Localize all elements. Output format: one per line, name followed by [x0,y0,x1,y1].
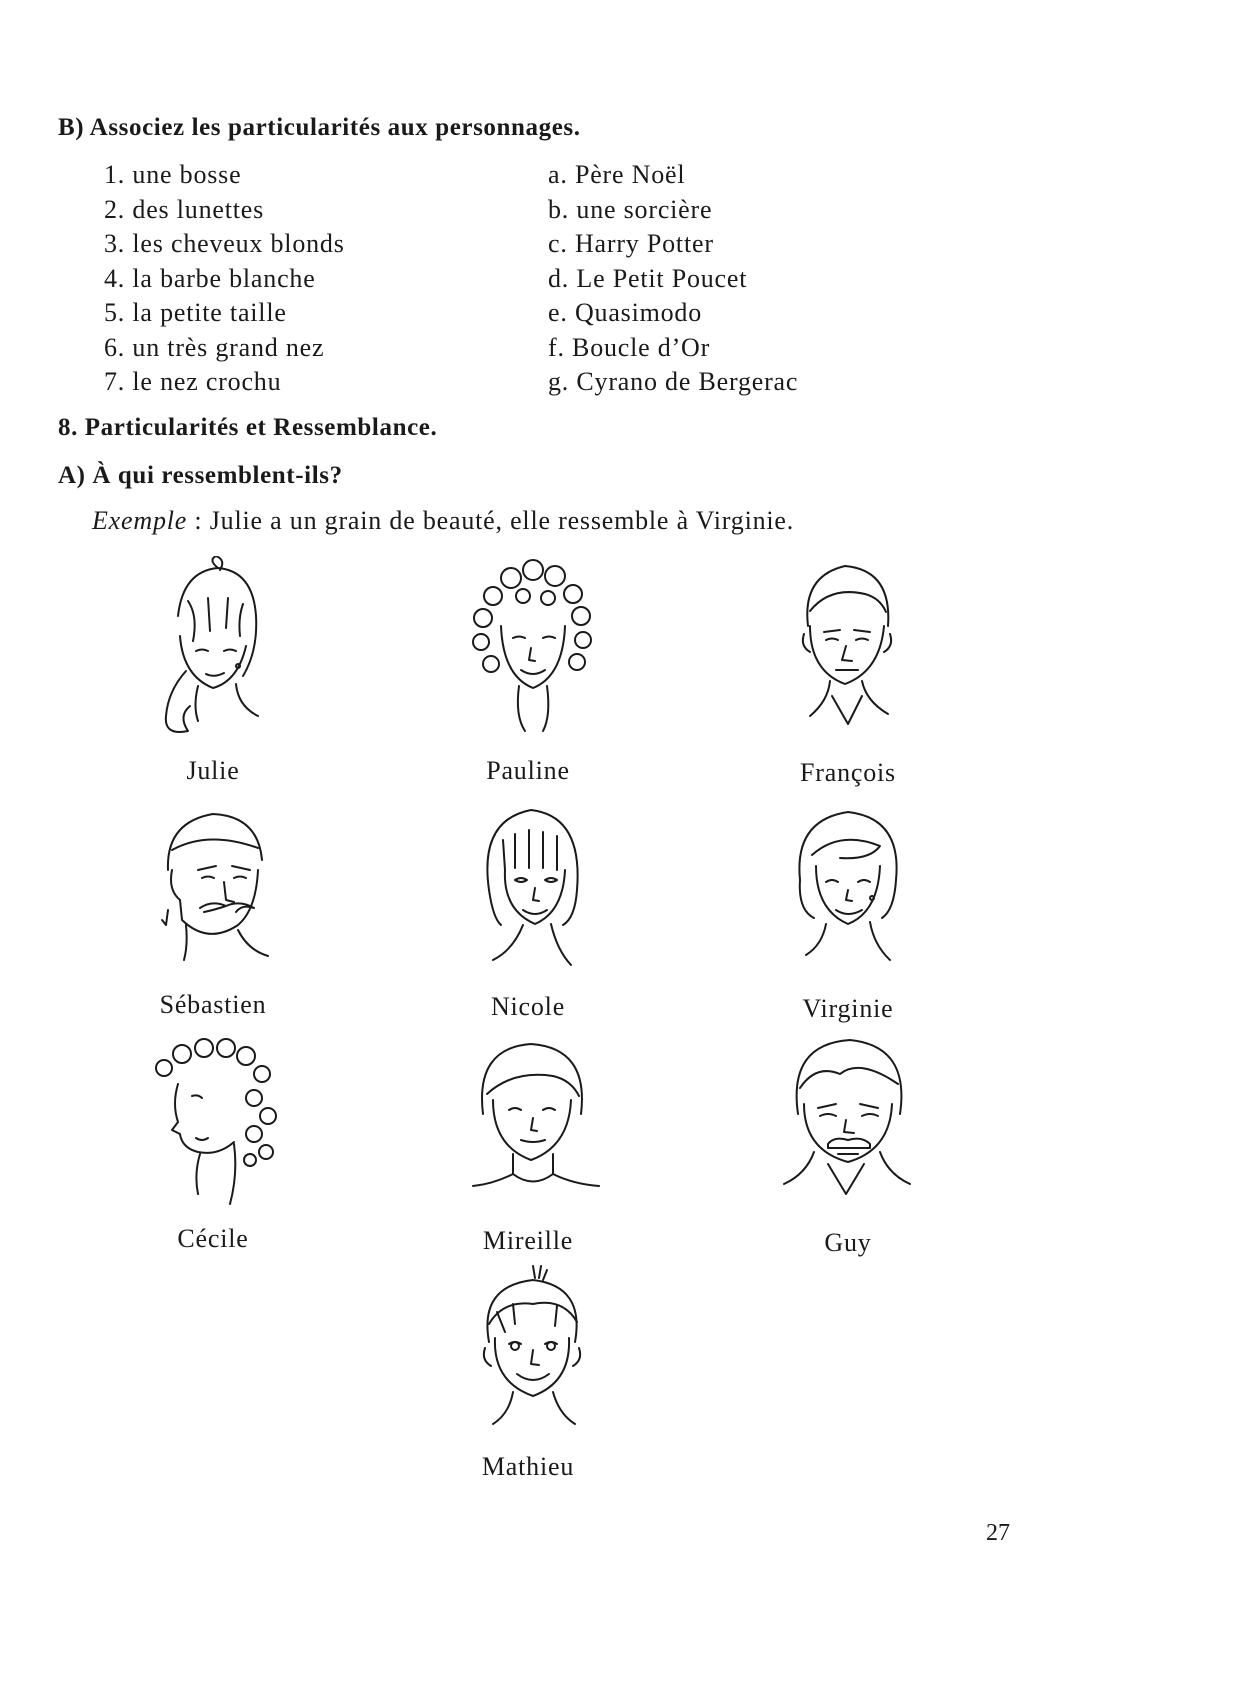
woman-mole-icon [770,800,920,980]
list-item: g. Cyrano de Bergerac [548,367,799,396]
page-number: 27 [986,1520,1010,1546]
portrait-name: Sébastien [159,990,267,1019]
short-hair-woman-icon [453,1034,603,1214]
portrait-name: Mireille [482,1226,574,1255]
curly-girl-profile-icon [138,1034,288,1214]
portrait-name: Guy [824,1228,872,1257]
exercise-8-heading: 8. Particularités et Ressemblance. [58,414,438,441]
portrait-name: Cécile [177,1224,249,1253]
boy-icon [453,1264,603,1444]
list-item: c. Harry Potter [548,229,714,258]
list-item: 4. la barbe blanche [104,263,316,293]
portrait-name: Mathieu [481,1452,575,1481]
list-item: 2. des lunettes [104,194,265,224]
mustache-man-icon [138,800,288,980]
young-man-icon [770,556,920,736]
man-mustache-icon [770,1034,920,1214]
portrait-name: Pauline [486,756,570,785]
right-list [548,158,798,400]
left-list [104,158,345,400]
portrait-name: Virginie [802,994,894,1023]
section-b-heading: B) Associez les particularités aux personnages. [58,114,581,141]
example-text: : Julie a un grain de beauté, elle ressemble à Virginie. [187,506,795,535]
girl-ponytail-icon [138,556,288,736]
curly-hair-woman-icon [453,556,603,736]
example-line [92,506,794,536]
bob-hair-woman-icon [453,800,603,980]
portrait-name: Julie [186,756,240,785]
exercise-8-subheading: A) À qui ressemblent-ils? [58,462,343,489]
list-item: 3. les cheveux blonds [104,229,345,258]
list-item: a. Père Noël [548,160,686,189]
list-item: 1. une bosse [104,160,242,189]
list-item: e. Quasimodo [548,298,703,327]
list-item: b. une sorcière [548,194,713,224]
list-item: 6. un très grand nez [104,332,325,362]
list-item: 5. la petite taille [104,298,287,327]
portrait-name: François [800,758,896,787]
list-item: f. Boucle d’Or [548,332,711,362]
example-label: Exemple [92,506,188,535]
list-item: d. Le Petit Poucet [548,263,748,293]
list-item: 7. le nez crochu [104,367,282,396]
portrait-name: Nicole [490,992,566,1021]
